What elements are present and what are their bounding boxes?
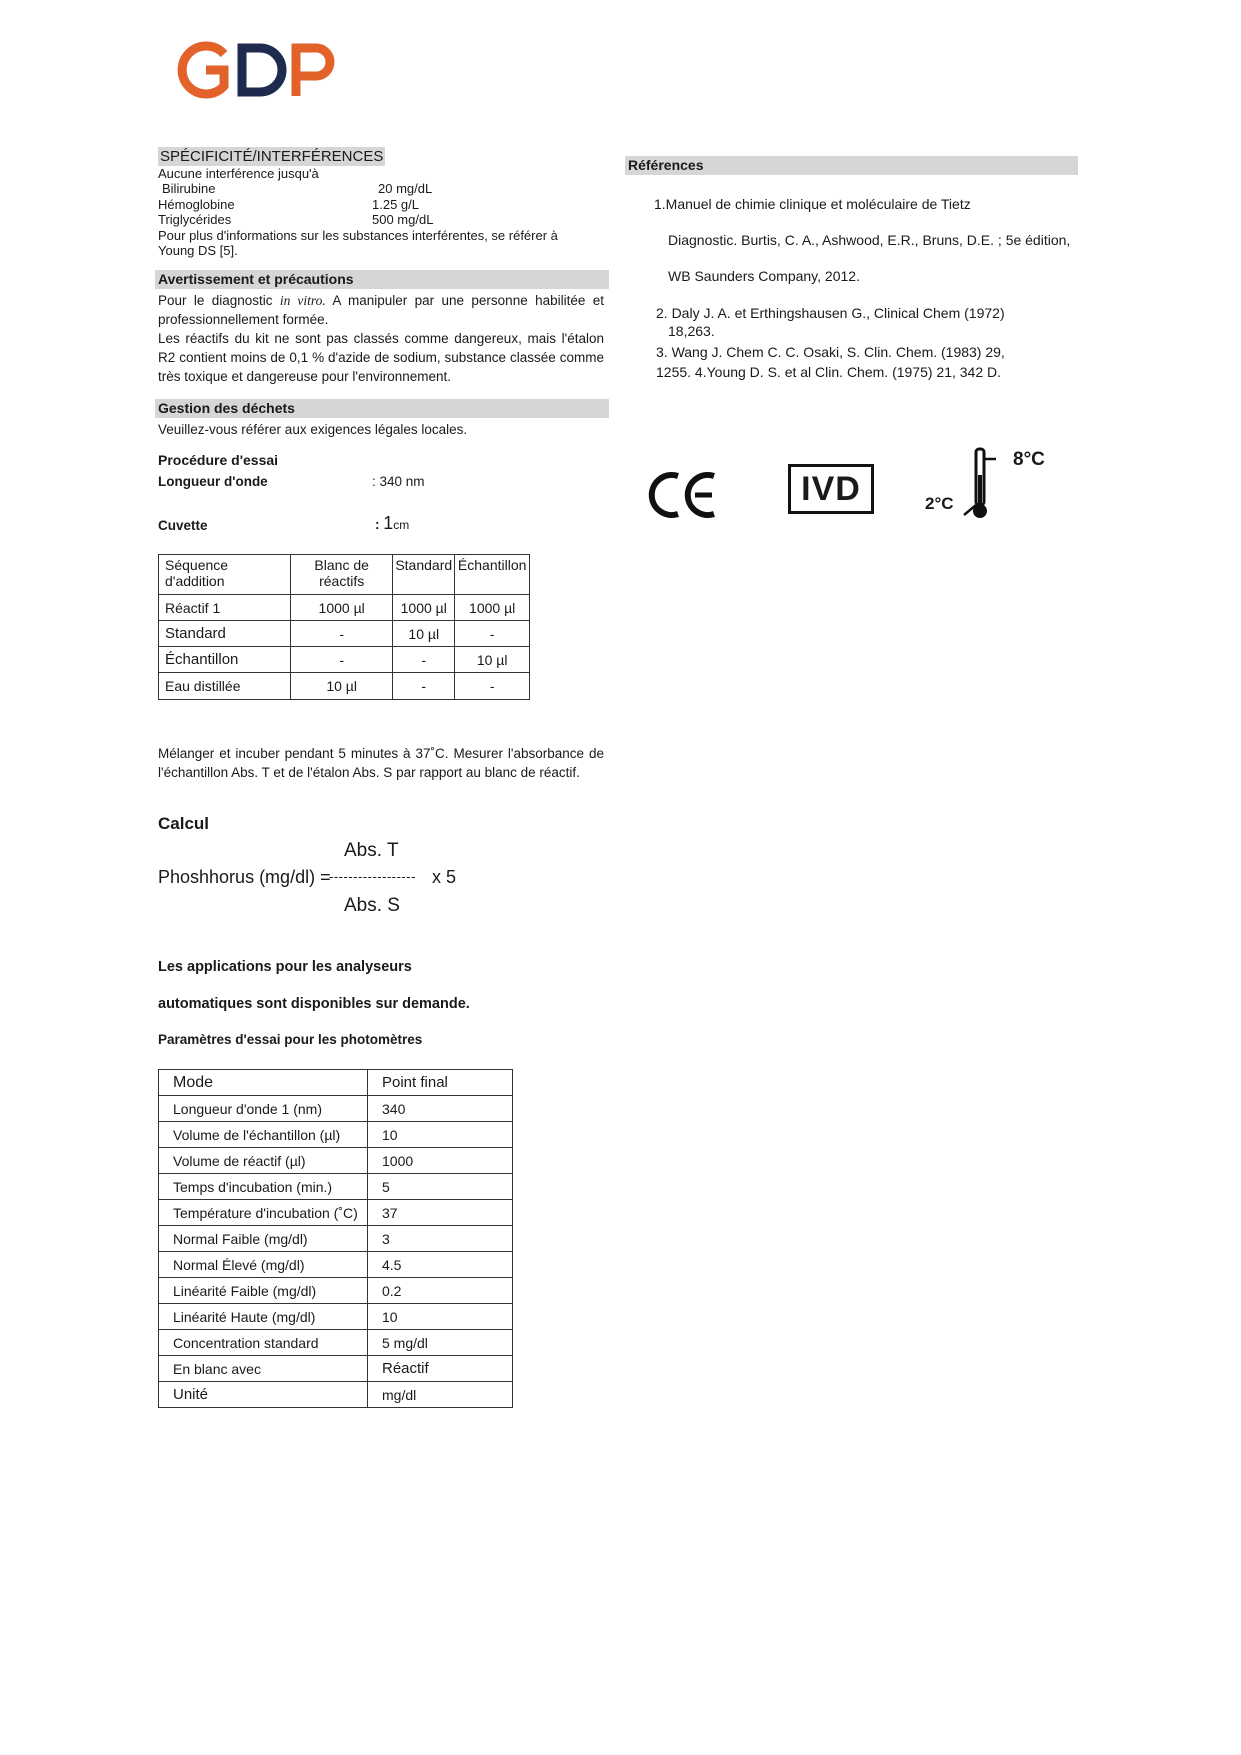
table-cell: Temps d'incubation (min.) — [159, 1174, 368, 1200]
cuvette-value: : 1cm — [375, 513, 410, 533]
table-cell: 10 µl — [455, 647, 530, 673]
photometer-parameters-table — [158, 1069, 513, 1408]
table-header: Échantillon — [455, 555, 530, 595]
references-title: Références — [625, 156, 1078, 175]
specificity-note: Pour plus d'informations sur les substances interférentes, se référer à — [158, 228, 558, 243]
waste-text: Veuillez-vous référer aux exigences légales locales. — [158, 422, 468, 437]
table-cell: Linéarité Haute (mg/dl) — [159, 1304, 368, 1330]
table-cell: 10 µl — [291, 673, 393, 700]
table-cell: Échantillon — [159, 647, 291, 673]
table-cell: 10 — [368, 1304, 513, 1330]
table-cell: - — [393, 673, 455, 700]
table-cell: 0.2 — [368, 1278, 513, 1304]
table-cell: En blanc avec — [159, 1356, 368, 1382]
table-cell: Réactif — [368, 1356, 513, 1382]
table-cell: 10 µl — [393, 621, 455, 647]
spec-item-name: Triglycérides — [158, 212, 232, 227]
table-cell: Standard — [159, 621, 291, 647]
table-cell: Concentration standard — [159, 1330, 368, 1356]
table-cell: - — [291, 647, 393, 673]
table-cell: Volume de réactif (µl) — [159, 1148, 368, 1174]
spec-item-name: Bilirubine — [162, 181, 216, 196]
table-cell: Unité — [159, 1382, 368, 1408]
warnings-paragraph-2: Les réactifs du kit ne sont pas classés comme dangereux, mais l'étalon R2 contient moins de 0,1 % d'azide de sodium, substance classée comme très toxique et dangereuse pour l'environnement. — [158, 331, 604, 384]
spec-item-value: 20 mg/dL — [378, 181, 433, 196]
formula-lhs: Phoshhorus (mg/dl) = — [158, 867, 331, 887]
ivd-symbol: IVD — [788, 464, 874, 514]
warnings-paragraph-1: Pour le diagnostic in vitro. A manipuler par une personne habilitée et professionnellement formée. — [158, 293, 604, 327]
table-cell: Mode — [159, 1070, 368, 1096]
table-cell: 4.5 — [368, 1252, 513, 1278]
mix-instructions: Mélanger et incuber pendant 5 minutes à 37˚C. Mesurer l'absorbance de l'échantillon Abs. T et de l'étalon Abs. S par rapport au blanc de réactif. — [158, 746, 604, 780]
temp-high-label: 8°C — [1013, 449, 1045, 470]
addition-sequence-table — [158, 554, 530, 700]
procedure-title: Procédure d'essai — [158, 452, 279, 468]
table-cell: mg/dl — [368, 1382, 513, 1408]
reference-1-line-2: Diagnostic. Burtis, C. A., Ashwood, E.R., Bruns, D.E. ; 5e édition, — [668, 232, 1071, 248]
table-header: Blanc de réactifs — [291, 555, 393, 595]
table-cell: Point final — [368, 1070, 513, 1096]
specificity-intro: Aucune interférence jusqu'à — [158, 166, 319, 181]
reference-1: 1.Manuel de chimie clinique et moléculaire de Tietz — [654, 196, 971, 212]
table-cell: 37 — [368, 1200, 513, 1226]
formula-numerator: Abs. T — [344, 840, 399, 861]
warnings-title: Avertissement et précautions — [155, 270, 609, 289]
table-cell: Longueur d'onde 1 (nm) — [159, 1096, 368, 1122]
reference-3-line-2: 1255. 4.Young D. S. et al Clin. Chem. (1975) 21, 342 D. — [656, 364, 1002, 380]
applications-line-1: Les applications pour les analyseurs — [158, 959, 412, 975]
wavelength-label: Longueur d'onde — [158, 474, 268, 489]
table-header: Séquence d'addition — [159, 555, 291, 595]
applications-line-2: automatiques sont disponibles sur demande. — [158, 996, 470, 1012]
reference-2: 2. Daly J. A. et Erthingshausen G., Clinical Chem (1972) — [656, 305, 1005, 321]
table-cell: Eau distillée — [159, 673, 291, 700]
specificity-note-2: Young DS [5]. — [158, 243, 238, 258]
table-cell: 340 — [368, 1096, 513, 1122]
table-cell: Linéarité Faible (mg/dl) — [159, 1278, 368, 1304]
table-cell: Normal Élevé (mg/dl) — [159, 1252, 368, 1278]
spec-item-value: 1.25 g/L — [372, 197, 419, 212]
waste-title: Gestion des déchets — [155, 399, 609, 418]
formula-fraction-line: ------------------ — [329, 869, 416, 884]
table-cell: - — [455, 673, 530, 700]
in-vitro-text: in vitro. — [279, 293, 326, 308]
specificity-title: SPÉCIFICITÉ/INTERFÉRENCES — [160, 148, 384, 165]
calcul-title: Calcul — [158, 814, 210, 833]
table-cell: Volume de l'échantillon (µl) — [159, 1122, 368, 1148]
cuvette-label: Cuvette — [158, 518, 208, 533]
gdp-logo — [176, 40, 346, 100]
table-header: Standard — [393, 555, 455, 595]
table-cell: 1000 µl — [291, 595, 393, 621]
spec-item-value: 500 mg/dL — [372, 212, 434, 227]
spec-item-name: Hémoglobine — [158, 197, 235, 212]
table-cell: 5 — [368, 1174, 513, 1200]
wavelength-value: : 340 nm — [372, 474, 425, 489]
reference-2-line-2: 18,263. — [668, 323, 715, 339]
table-cell: 1000 µl — [455, 595, 530, 621]
params-title: Paramètres d'essai pour les photomètres — [158, 1032, 423, 1047]
table-cell: Température d'incubation (˚C) — [159, 1200, 368, 1226]
reference-3: 3. Wang J. Chem C. C. Osaki, S. Clin. Chem. (1983) 29, — [656, 344, 1005, 360]
table-cell: 1000 µl — [393, 595, 455, 621]
table-cell: Normal Faible (mg/dl) — [159, 1226, 368, 1252]
table-cell: - — [393, 647, 455, 673]
table-cell: 5 mg/dl — [368, 1330, 513, 1356]
table-cell: - — [291, 621, 393, 647]
reference-1-line-3: WB Saunders Company, 2012. — [668, 268, 860, 284]
temp-low-label: 2°C — [925, 494, 954, 513]
table-cell: 3 — [368, 1226, 513, 1252]
table-cell: 10 — [368, 1122, 513, 1148]
table-cell: 1000 — [368, 1148, 513, 1174]
ce-mark-icon — [648, 470, 720, 520]
table-cell: - — [455, 621, 530, 647]
formula-denominator: Abs. S — [344, 895, 400, 916]
formula-factor: x 5 — [432, 867, 457, 887]
table-cell: Réactif 1 — [159, 595, 291, 621]
